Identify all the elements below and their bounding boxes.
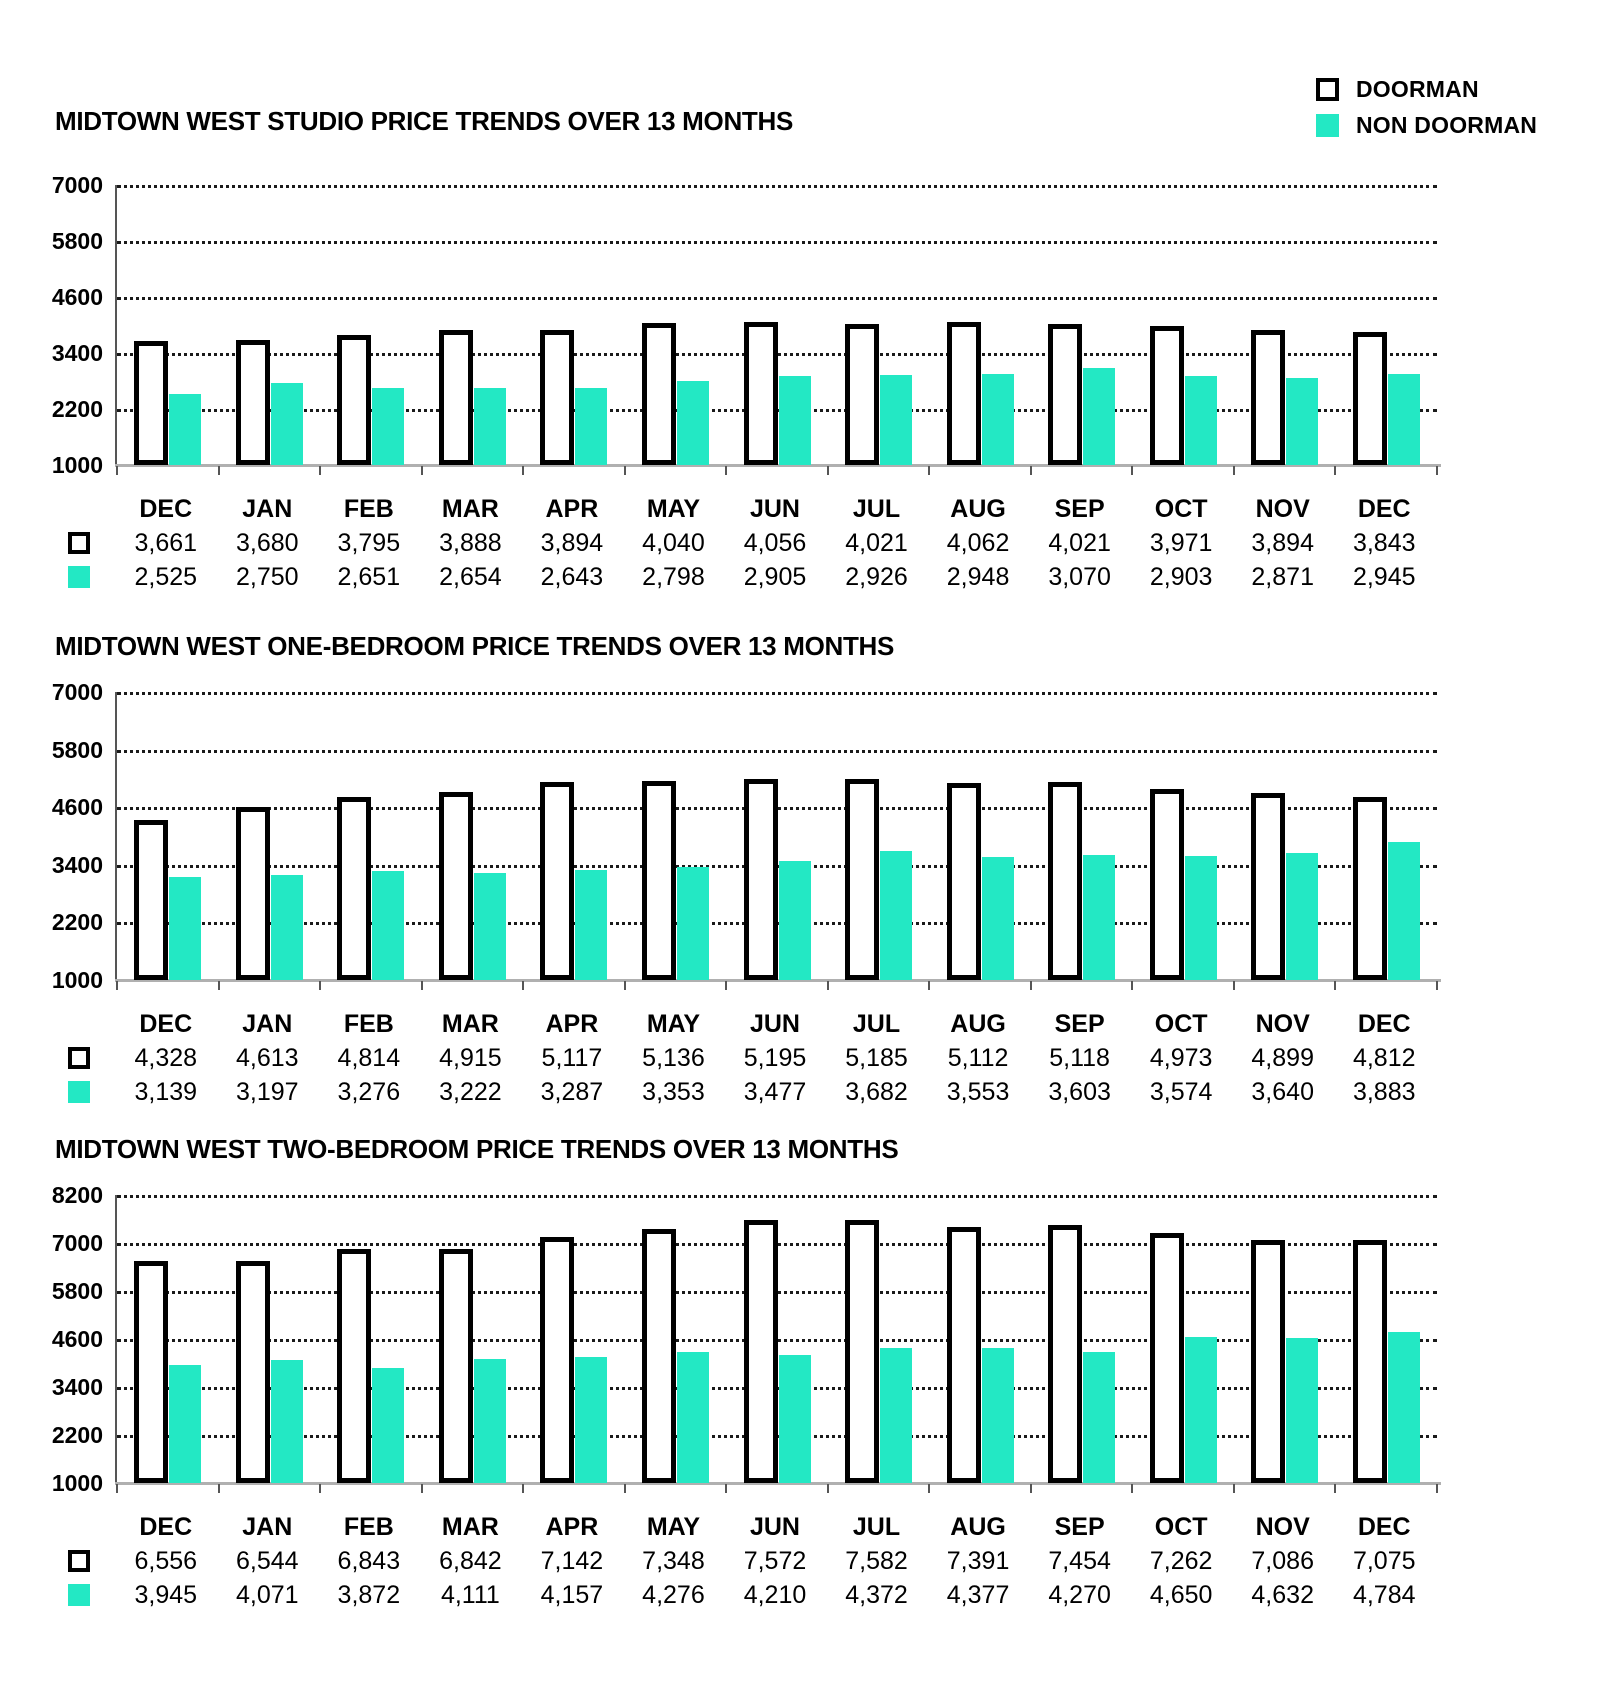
- y-axis-label: 5800: [51, 1278, 103, 1304]
- doorman-value: 7,348: [642, 1547, 705, 1575]
- doorman-bar: [1353, 332, 1387, 465]
- month-label: DEC: [1357, 1513, 1411, 1541]
- month-label: SEP: [1054, 495, 1105, 523]
- month-label: MAR: [441, 1010, 499, 1038]
- non-doorman-bar: [1083, 1352, 1115, 1483]
- non-doorman-value: 3,574: [1149, 1078, 1213, 1106]
- non-doorman-value: 3,222: [439, 1078, 502, 1106]
- y-axis-label: 7000: [51, 1230, 103, 1256]
- doorman-bar: [947, 783, 981, 980]
- doorman-value: 3,971: [1149, 529, 1213, 557]
- non-doorman-bar: [474, 1359, 506, 1483]
- chart-title-one-bedroom: MIDTOWN WEST ONE-BEDROOM PRICE TRENDS OVER 13 MONTHS: [55, 631, 895, 661]
- month-label: JUL: [852, 1010, 901, 1038]
- doorman-bar: [1251, 1240, 1285, 1483]
- non-doorman-bar: [982, 374, 1014, 465]
- month-label: JUN: [749, 1010, 800, 1038]
- doorman-value: 3,680: [236, 529, 299, 557]
- doorman-value: 5,185: [845, 1044, 908, 1072]
- non-doorman-bar: [271, 875, 303, 980]
- doorman-bar: [1150, 1233, 1184, 1483]
- month-label: OCT: [1154, 495, 1208, 523]
- y-axis-label: 1000: [51, 452, 103, 478]
- non-doorman-bar: [372, 871, 404, 980]
- doorman-bar: [947, 322, 981, 465]
- gridline: [117, 241, 1437, 244]
- doorman-value: 7,075: [1352, 1547, 1416, 1575]
- x-axis-labels-two-bedroom: [115, 1513, 1435, 1545]
- doorman-value: 5,112: [947, 1044, 1009, 1072]
- non-doorman-value: 3,070: [1048, 563, 1111, 591]
- axis-tick: [1030, 466, 1032, 475]
- doorman-value: 7,454: [1048, 1547, 1111, 1575]
- doorman-bar: [236, 807, 270, 980]
- non-doorman-bar: [677, 1352, 709, 1483]
- chart-title-two-bedroom: MIDTOWN WEST TWO-BEDROOM PRICE TRENDS OVER 13 MONTHS: [55, 1134, 899, 1164]
- axis-tick: [1131, 981, 1133, 990]
- doorman-bar: [540, 1237, 574, 1483]
- axis-tick: [1334, 1484, 1336, 1493]
- non-doorman-swatch-icon: [68, 566, 90, 588]
- non-doorman-bar: [575, 870, 607, 980]
- doorman-value: 3,894: [1251, 529, 1314, 557]
- chart-block-one-bedroom: [0, 625, 1600, 1140]
- y-axis-label: 2200: [51, 396, 103, 422]
- gridline: [117, 1195, 1437, 1198]
- non-doorman-value: 3,139: [134, 1078, 198, 1106]
- doorman-value: 4,973: [1149, 1044, 1213, 1072]
- non-doorman-value: 3,603: [1048, 1078, 1111, 1106]
- non-doorman-value: 3,553: [946, 1078, 1010, 1106]
- non-doorman-value-row-one-bedroom: [115, 1078, 1435, 1110]
- month-label: OCT: [1154, 1010, 1208, 1038]
- gridline: [117, 297, 1437, 300]
- month-label: MAR: [441, 495, 499, 523]
- non-doorman-bar: [169, 877, 201, 980]
- axis-tick: [624, 981, 626, 990]
- non-doorman-value: 2,945: [1352, 563, 1416, 591]
- gridline: [117, 750, 1437, 753]
- non-doorman-value: 4,632: [1251, 1581, 1314, 1609]
- non-doorman-value: 3,682: [845, 1078, 908, 1106]
- doorman-bar: [642, 781, 676, 980]
- axis-tick: [116, 1484, 118, 1493]
- non-doorman-value: 3,477: [743, 1078, 807, 1106]
- doorman-bar: [134, 820, 168, 980]
- non-doorman-bar: [1388, 842, 1420, 980]
- legend-item-doorman: [1316, 76, 1537, 103]
- axis-tick: [1436, 1484, 1438, 1493]
- non-doorman-value: 4,270: [1048, 1581, 1111, 1609]
- axis-tick: [522, 466, 524, 475]
- axis-tick: [1334, 466, 1336, 475]
- non-doorman-value: 3,276: [337, 1078, 401, 1106]
- axis-tick: [421, 981, 423, 990]
- non-doorman-value: 2,905: [743, 563, 807, 591]
- doorman-value: 7,391: [946, 1547, 1010, 1575]
- non-doorman-value: 2,926: [845, 563, 908, 591]
- axis-tick: [319, 466, 321, 475]
- month-label: MAY: [646, 1513, 701, 1541]
- plot-area-two-bedroom: [115, 1195, 1437, 1483]
- axis-tick: [1233, 466, 1235, 475]
- gridline: [117, 692, 1437, 695]
- doorman-bar: [845, 324, 879, 465]
- doorman-value: 4,328: [134, 1044, 198, 1072]
- month-label: AUG: [950, 1513, 1006, 1541]
- doorman-value: 3,888: [439, 529, 502, 557]
- non-doorman-swatch-icon: [68, 1081, 90, 1103]
- doorman-value: 7,262: [1149, 1547, 1213, 1575]
- doorman-bar: [947, 1227, 981, 1483]
- doorman-value: 3,661: [134, 529, 198, 557]
- axis-tick: [827, 466, 829, 475]
- axis-tick: [725, 1484, 727, 1493]
- doorman-bar: [337, 797, 371, 980]
- axis-tick: [827, 1484, 829, 1493]
- non-doorman-bar: [880, 851, 912, 980]
- y-axis-label: 3400: [51, 851, 103, 878]
- axis-tick: [928, 466, 930, 475]
- y-axis-label: 7000: [51, 172, 103, 198]
- axis-tick: [624, 1484, 626, 1493]
- month-label: JUL: [852, 495, 901, 523]
- non-doorman-value: 3,287: [540, 1078, 604, 1106]
- axis-tick: [928, 981, 930, 990]
- x-axis-labels-one-bedroom: [115, 1010, 1435, 1042]
- y-axis-label: 1000: [51, 967, 103, 993]
- axis-tick: [116, 981, 118, 990]
- non-doorman-value: 4,372: [845, 1581, 908, 1609]
- non-doorman-bar: [880, 375, 912, 465]
- y-axis-label: 1000: [51, 1470, 103, 1496]
- doorman-value-row-studio: [115, 529, 1435, 561]
- doorman-value: 5,118: [1049, 1044, 1110, 1072]
- month-label: OCT: [1154, 1513, 1208, 1541]
- doorman-value: 4,021: [1048, 529, 1111, 557]
- non-doorman-value: 4,210: [743, 1581, 807, 1609]
- chart-block-two-bedroom: [0, 1128, 1600, 1643]
- non-doorman-bar: [474, 388, 506, 465]
- doorman-bar: [134, 1261, 168, 1483]
- month-label: APR: [545, 1010, 599, 1038]
- doorman-value: 3,894: [540, 529, 604, 557]
- non-doorman-bar: [779, 376, 811, 465]
- doorman-value-row-two-bedroom: [115, 1547, 1435, 1579]
- legend-label-non-doorman: NON DOORMAN: [1356, 112, 1538, 138]
- doorman-value: 6,842: [439, 1547, 502, 1575]
- y-axis-label: 5800: [51, 736, 103, 763]
- month-label: DEC: [139, 495, 193, 523]
- doorman-value: 4,814: [337, 1044, 401, 1072]
- non-doorman-bar: [1286, 378, 1318, 465]
- month-label: DEC: [139, 1010, 193, 1038]
- non-doorman-value-row-two-bedroom: [115, 1581, 1435, 1613]
- non-doorman-value: 2,798: [642, 563, 705, 591]
- non-doorman-value: 3,945: [134, 1581, 198, 1609]
- axis-tick: [319, 1484, 321, 1493]
- doorman-value: 3,795: [337, 529, 401, 557]
- month-label: JUN: [749, 495, 800, 523]
- non-doorman-bar: [271, 383, 303, 465]
- y-axis-label: 7000: [51, 679, 103, 705]
- non-doorman-bar: [169, 394, 201, 465]
- x-axis-labels-studio: [115, 495, 1435, 527]
- chart-block-studio: [0, 100, 1600, 615]
- month-label: JAN: [242, 495, 293, 523]
- non-doorman-bar: [372, 388, 404, 465]
- month-label: FEB: [343, 1010, 394, 1038]
- non-doorman-value: 2,654: [439, 563, 502, 591]
- month-label: DEC: [1357, 1010, 1411, 1038]
- month-label: MAR: [441, 1513, 499, 1541]
- non-doorman-value: 3,197: [236, 1078, 299, 1106]
- doorman-swatch-icon: [68, 532, 90, 554]
- doorman-bar: [1353, 797, 1387, 980]
- non-doorman-value: 4,377: [946, 1581, 1010, 1609]
- non-doorman-bar: [1185, 1337, 1217, 1483]
- non-doorman-value: 4,111: [440, 1581, 500, 1609]
- month-label: MAY: [646, 1010, 701, 1038]
- doorman-value: 7,142: [540, 1547, 604, 1575]
- axis-tick: [1030, 1484, 1032, 1493]
- axis-tick: [1131, 1484, 1133, 1493]
- non-doorman-bar: [1185, 376, 1217, 465]
- doorman-value: 4,062: [946, 529, 1010, 557]
- month-label: JUL: [852, 1513, 901, 1541]
- doorman-bar: [1251, 330, 1285, 465]
- non-doorman-bar: [1083, 855, 1115, 980]
- month-label: JAN: [242, 1513, 293, 1541]
- non-doorman-bar: [779, 861, 811, 980]
- doorman-value: 4,812: [1352, 1044, 1416, 1072]
- doorman-bar: [236, 1261, 270, 1483]
- y-axis-label: 4600: [51, 794, 103, 821]
- doorman-value: 5,136: [642, 1044, 705, 1072]
- doorman-value: 4,915: [439, 1044, 502, 1072]
- y-axis-label: 4600: [51, 1326, 103, 1352]
- non-doorman-value: 2,948: [946, 563, 1010, 591]
- non-doorman-value: 4,157: [540, 1581, 604, 1609]
- y-axis-label: 4600: [51, 284, 103, 310]
- doorman-bar: [134, 341, 168, 465]
- axis-tick: [218, 1484, 220, 1493]
- non-doorman-value: 2,871: [1251, 563, 1314, 591]
- non-doorman-value: 3,872: [337, 1581, 401, 1609]
- doorman-value: 6,843: [337, 1547, 401, 1575]
- doorman-bar: [642, 1229, 676, 1483]
- doorman-swatch-icon: [68, 1047, 90, 1069]
- y-axis-label: 3400: [51, 1374, 103, 1400]
- doorman-bar: [845, 779, 879, 980]
- non-doorman-value-row-studio: [115, 563, 1435, 595]
- axis-tick: [421, 1484, 423, 1493]
- month-label: APR: [545, 495, 599, 523]
- y-axis-label: 3400: [51, 340, 103, 366]
- axis-tick: [624, 466, 626, 475]
- y-axis-label: 8200: [51, 1182, 103, 1208]
- non-doorman-value: 4,650: [1149, 1581, 1213, 1609]
- non-doorman-value: 4,071: [236, 1581, 299, 1609]
- non-doorman-value: 2,903: [1149, 563, 1213, 591]
- doorman-bar: [439, 1249, 473, 1483]
- non-doorman-bar: [982, 1348, 1014, 1483]
- month-label: FEB: [343, 1513, 394, 1541]
- doorman-bar: [236, 340, 270, 465]
- doorman-value: 4,040: [642, 529, 705, 557]
- month-label: AUG: [950, 1010, 1006, 1038]
- axis-tick: [319, 981, 321, 990]
- non-doorman-value: 2,651: [337, 563, 401, 591]
- axis-tick: [116, 466, 118, 475]
- axis-tick: [1233, 1484, 1235, 1493]
- doorman-bar: [439, 330, 473, 465]
- month-label: DEC: [139, 1513, 193, 1541]
- doorman-bar: [1353, 1240, 1387, 1483]
- y-axis-label: 2200: [51, 1422, 103, 1448]
- non-doorman-value: 3,353: [642, 1078, 705, 1106]
- doorman-bar: [1048, 324, 1082, 465]
- non-doorman-bar: [372, 1368, 404, 1483]
- doorman-bar: [540, 330, 574, 465]
- non-doorman-value: 4,784: [1352, 1581, 1416, 1609]
- non-doorman-bar: [1185, 856, 1217, 980]
- doorman-value: 7,086: [1251, 1547, 1314, 1575]
- doorman-bar: [1048, 782, 1082, 980]
- month-label: JUN: [749, 1513, 800, 1541]
- non-doorman-bar: [1388, 374, 1420, 465]
- doorman-bar: [1251, 793, 1285, 980]
- axis-tick: [218, 466, 220, 475]
- non-doorman-bar: [575, 388, 607, 465]
- non-doorman-bar: [982, 857, 1014, 980]
- non-doorman-bar: [1083, 368, 1115, 465]
- doorman-value: 4,613: [236, 1044, 299, 1072]
- doorman-value: 3,843: [1352, 529, 1416, 557]
- month-label: NOV: [1255, 1513, 1310, 1541]
- non-doorman-value: 4,276: [642, 1581, 705, 1609]
- month-label: JAN: [242, 1010, 293, 1038]
- axis-tick: [725, 981, 727, 990]
- plot-area-studio: [115, 185, 1437, 465]
- doorman-value: 5,195: [743, 1044, 807, 1072]
- axis-tick: [1436, 981, 1438, 990]
- non-doorman-bar: [779, 1355, 811, 1483]
- month-label: NOV: [1255, 495, 1310, 523]
- non-doorman-bar: [169, 1365, 201, 1483]
- y-axis-label: 5800: [51, 228, 103, 254]
- doorman-value: 4,021: [845, 529, 908, 557]
- month-label: SEP: [1054, 1513, 1105, 1541]
- axis-tick: [827, 981, 829, 990]
- doorman-value: 6,556: [134, 1547, 198, 1575]
- axis-tick: [421, 466, 423, 475]
- month-label: APR: [545, 1513, 599, 1541]
- doorman-bar: [642, 323, 676, 465]
- doorman-swatch-icon: [1316, 78, 1339, 101]
- month-label: NOV: [1255, 1010, 1310, 1038]
- month-label: SEP: [1054, 1010, 1105, 1038]
- doorman-bar: [744, 1220, 778, 1483]
- month-label: FEB: [343, 495, 394, 523]
- legend-label-doorman: DOORMAN: [1356, 76, 1479, 102]
- non-doorman-value: 2,750: [236, 563, 299, 591]
- non-doorman-bar: [271, 1360, 303, 1483]
- doorman-value: 6,544: [236, 1547, 299, 1575]
- plot-area-one-bedroom: [115, 692, 1437, 980]
- month-label: DEC: [1357, 495, 1411, 523]
- axis-tick: [218, 981, 220, 990]
- chart-title-studio: MIDTOWN WEST STUDIO PRICE TRENDS OVER 13 MONTHS: [55, 106, 794, 136]
- non-doorman-bar: [677, 381, 709, 465]
- non-doorman-value: 2,525: [134, 563, 198, 591]
- doorman-value: 4,899: [1251, 1044, 1314, 1072]
- doorman-bar: [1048, 1225, 1082, 1483]
- axis-tick: [1131, 466, 1133, 475]
- non-doorman-value: 2,643: [540, 563, 604, 591]
- non-doorman-value: 3,883: [1352, 1078, 1416, 1106]
- axis-tick: [522, 1484, 524, 1493]
- axis-tick: [1030, 981, 1032, 990]
- non-doorman-bar: [1388, 1332, 1420, 1483]
- doorman-value: 7,582: [845, 1547, 908, 1575]
- doorman-value-row-one-bedroom: [115, 1044, 1435, 1076]
- doorman-bar: [845, 1220, 879, 1483]
- non-doorman-value: 3,640: [1251, 1078, 1314, 1106]
- doorman-bar: [744, 322, 778, 465]
- axis-tick: [725, 466, 727, 475]
- non-doorman-bar: [1286, 1338, 1318, 1483]
- doorman-bar: [1150, 326, 1184, 465]
- doorman-value: 4,056: [743, 529, 807, 557]
- month-label: AUG: [950, 495, 1006, 523]
- doorman-value: 7,572: [743, 1547, 807, 1575]
- axis-tick: [1436, 466, 1438, 475]
- doorman-bar: [744, 779, 778, 980]
- gridline: [117, 185, 1437, 188]
- doorman-bar: [1150, 789, 1184, 980]
- doorman-value: 5,117: [541, 1044, 603, 1072]
- non-doorman-bar: [1286, 853, 1318, 980]
- non-doorman-swatch-icon: [68, 1584, 90, 1606]
- month-label: MAY: [646, 495, 701, 523]
- doorman-swatch-icon: [68, 1550, 90, 1572]
- axis-tick: [522, 981, 524, 990]
- non-doorman-bar: [677, 867, 709, 980]
- y-axis-label: 2200: [51, 909, 103, 936]
- axis-tick: [1334, 981, 1336, 990]
- doorman-bar: [337, 335, 371, 465]
- non-doorman-bar: [880, 1348, 912, 1483]
- axis-tick: [1233, 981, 1235, 990]
- doorman-bar: [439, 792, 473, 980]
- axis-tick: [928, 1484, 930, 1493]
- non-doorman-bar: [575, 1357, 607, 1483]
- non-doorman-bar: [474, 873, 506, 980]
- doorman-bar: [337, 1249, 371, 1483]
- doorman-bar: [540, 782, 574, 980]
